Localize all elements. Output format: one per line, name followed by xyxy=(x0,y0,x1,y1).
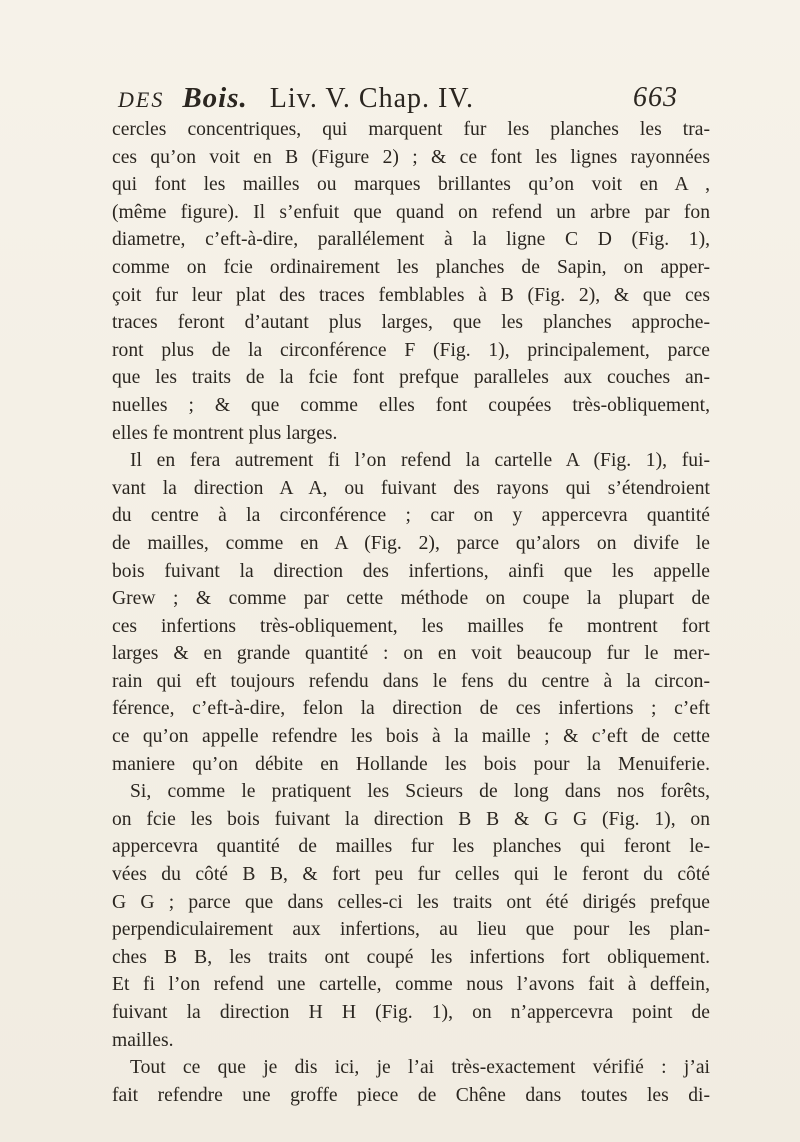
text-line: diametre, c’eft-à-dire, parallélement à la ligne C D (Fig. 1), xyxy=(112,229,710,251)
text-line: maniere qu’on débite en Hollande les bois pour la Menuiferie. xyxy=(112,753,710,775)
text-line: Si, comme le pratiquent les Scieurs de long dans nos forêts, xyxy=(130,781,710,803)
text-line: vées du côté B B, & fort peu fur celles qui le feront du côté xyxy=(112,864,710,886)
text-line: cercles concentriques, qui marquent fur les planches les tra- xyxy=(112,119,710,140)
running-head xyxy=(118,78,678,118)
text-line: fuivant la direction H H (Fig. 1), on n’appercevra point de xyxy=(112,1002,710,1023)
text-line: ches B B, les traits ont coupé les infertions fort obliquement. xyxy=(112,946,710,968)
text-line: rain qui eft toujours refendu dans le fens du centre à la circon- xyxy=(112,670,710,692)
text-line: ces qu’on voit en B (Figure 2) ; & ce font les lignes rayonnées xyxy=(112,146,710,168)
text-line: traces feront d’autant plus larges, que les planches approche- xyxy=(112,312,710,334)
text-line: Et fi l’on refend une cartelle, comme nous l’avons fait à deffein, xyxy=(112,974,710,996)
text-line: bois fuivant la direction des infertions, ainfi que les appelle xyxy=(112,560,710,582)
text-line: çoit fur leur plat des traces femblables à B (Fig. 2), & que ces xyxy=(112,284,710,306)
text-line: G G ; parce que dans celles-ci les traits ont été dirigés prefque xyxy=(112,891,710,913)
running-head-title: Bois. xyxy=(182,82,248,114)
body-text xyxy=(112,116,710,1109)
text-line: appercevra quantité de mailles fur les planches qui feront le- xyxy=(112,836,710,858)
text-line: qui font les mailles ou marques brillantes qu’on voit en A , xyxy=(112,174,710,196)
text-line: elles fe montrent plus larges. xyxy=(112,422,338,444)
running-head-des: DES xyxy=(118,87,165,112)
page-number: 663 xyxy=(633,82,678,113)
text-line: nuelles ; & que comme elles font coupées très-obliquement, xyxy=(112,394,710,416)
text-line: férence, c’eft-à-dire, felon la direction de ces infertions ; c’eft xyxy=(112,698,710,720)
text-line: fait refendre une groffe piece de Chêne dans toutes les di- xyxy=(112,1084,710,1106)
text-line: on fcie les bois fuivant la direction B B & G G (Fig. 1), on xyxy=(112,808,710,830)
text-line: larges & en grande quantité : on en voit beaucoup fur le mer- xyxy=(112,643,710,665)
text-line: de mailles, comme en A (Fig. 2), parce qu’alors on divife le xyxy=(112,532,710,554)
text-line: que les traits de la fcie font prefque paralleles aux couches an- xyxy=(112,367,710,389)
text-line: du centre à la circonférence ; car on y appercevra quantité xyxy=(112,505,710,527)
text-line: (même figure). Il s’enfuit que quand on refend un arbre par fon xyxy=(112,201,710,223)
text-line: vant la direction A A, ou fuivant des rayons qui s’étendroient xyxy=(112,477,710,499)
text-line: ront plus de la circonférence F (Fig. 1), principalement, parce xyxy=(112,339,710,361)
running-head-chapter: Liv. V. Chap. IV. xyxy=(269,83,474,114)
text-line: ce qu’on appelle refendre les bois à la maille ; & c’eft de cette xyxy=(112,726,710,748)
text-line: Tout ce que je dis ici, je l’ai très-exactement vérifié : j’ai xyxy=(130,1057,710,1079)
text-line: Il en fera autrement fi l’on refend la cartelle A (Fig. 1), fui- xyxy=(130,450,710,472)
text-line: ces infertions très-obliquement, les mailles fe montrent fort xyxy=(112,615,710,637)
text-line: mailles. xyxy=(112,1029,174,1051)
text-line: comme on fcie ordinairement les planches de Sapin, on apper- xyxy=(112,256,710,278)
text-line: Grew ; & comme par cette méthode on coupe la plupart de xyxy=(112,588,710,610)
text-line: perpendiculairement aux infertions, au lieu que pour les plan- xyxy=(112,919,710,941)
